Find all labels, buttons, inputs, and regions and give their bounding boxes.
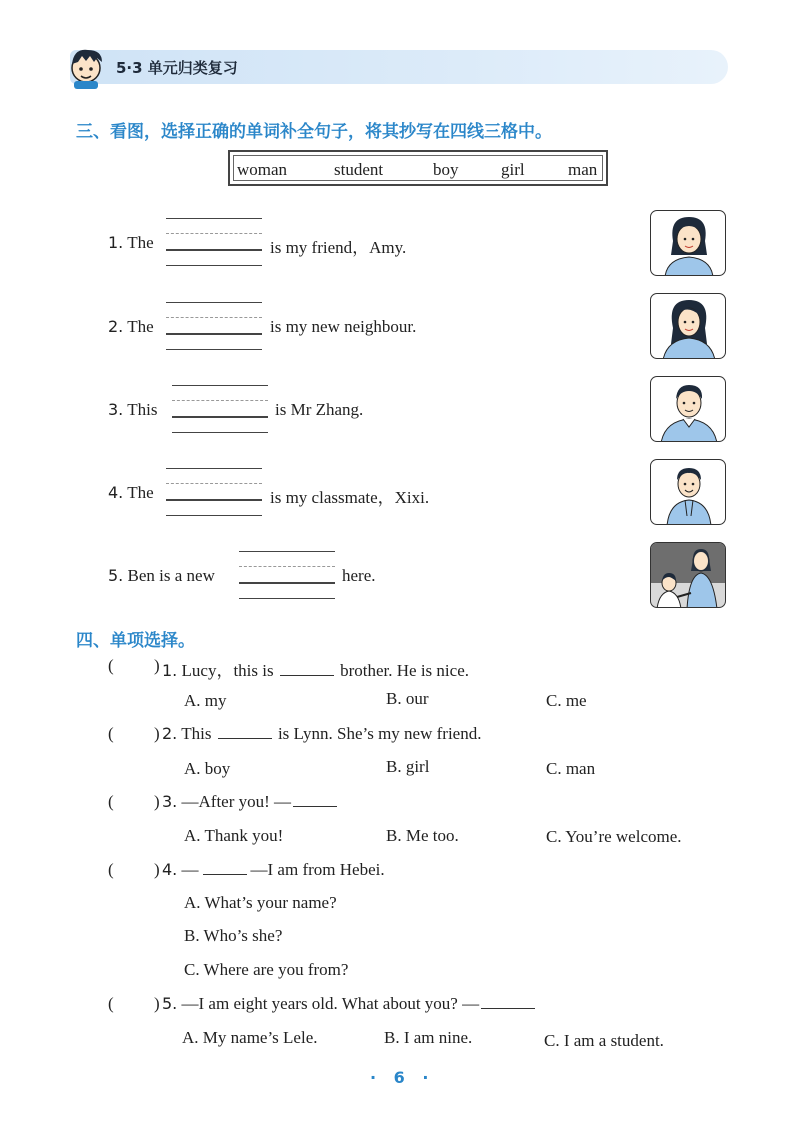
four-line-writing-grid[interactable] bbox=[172, 385, 268, 433]
answer-blank[interactable] bbox=[116, 792, 152, 814]
mc-q5-option-b[interactable]: B. I am nine. bbox=[384, 1028, 473, 1047]
word-bank-item: boy bbox=[433, 160, 459, 179]
teacher-student-icon bbox=[650, 542, 726, 608]
mc-q1-option-b[interactable]: B. our bbox=[386, 689, 429, 708]
mc-q3-option-b[interactable]: B. Me too. bbox=[386, 826, 459, 845]
word-bank-item: student bbox=[334, 160, 384, 179]
blank-line[interactable] bbox=[280, 675, 334, 676]
answer-paren-close: ) bbox=[154, 792, 160, 811]
answer-paren-open: ( bbox=[108, 860, 114, 879]
four-line-writing-grid[interactable] bbox=[166, 468, 262, 516]
q1-stem: 1. The bbox=[108, 233, 154, 252]
mc-q4-stem: 4. — —I am from Hebei. bbox=[162, 860, 385, 879]
blank-line[interactable] bbox=[203, 874, 247, 875]
mc-q1-option-c[interactable]: C. me bbox=[546, 691, 587, 710]
mc-q3-option-a[interactable]: A. Thank you! bbox=[184, 826, 284, 845]
q3-after: is Mr Zhang. bbox=[275, 400, 364, 419]
mc-q5-option-a[interactable]: A. My name’s Lele. bbox=[182, 1028, 318, 1047]
q4-after: is my classmate，Xixi. bbox=[270, 488, 430, 507]
girl-portrait-icon bbox=[650, 210, 726, 276]
answer-paren-open: ( bbox=[108, 656, 114, 675]
blank-line[interactable] bbox=[218, 738, 272, 739]
blank-line[interactable] bbox=[481, 1008, 535, 1009]
q2-stem: 2. The bbox=[108, 317, 154, 336]
mc-q2-option-b[interactable]: B. girl bbox=[386, 757, 430, 776]
blank-line[interactable] bbox=[293, 806, 337, 807]
answer-paren-close: ) bbox=[154, 860, 160, 879]
page-number: · 6 · bbox=[370, 1068, 435, 1087]
mc-q4-option-c[interactable]: C. Where are you from? bbox=[184, 960, 349, 979]
answer-blank[interactable] bbox=[116, 724, 152, 746]
mc-q4-option-b[interactable]: B. Who’s she? bbox=[184, 926, 283, 945]
answer-blank[interactable] bbox=[116, 860, 152, 882]
answer-blank[interactable] bbox=[116, 994, 152, 1016]
header-title: 5·3 单元归类复习 bbox=[116, 59, 238, 77]
q4-stem: 4. The bbox=[108, 483, 154, 502]
mc-q4-option-a[interactable]: A. What’s your name? bbox=[184, 893, 337, 912]
woman-portrait-icon bbox=[650, 293, 726, 359]
word-bank-item: woman bbox=[237, 160, 288, 179]
section4-title: 四、单项选择。 bbox=[76, 631, 195, 651]
q2-after: is my new neighbour. bbox=[270, 317, 417, 336]
word-bank-item: man bbox=[568, 160, 598, 179]
word-bank-item: girl bbox=[501, 160, 525, 179]
answer-paren-open: ( bbox=[108, 994, 114, 1013]
mc-q3-option-c[interactable]: C. You’re welcome. bbox=[546, 827, 682, 846]
mc-q2-option-c[interactable]: C. man bbox=[546, 759, 596, 778]
section3-title: 三、看图，选择正确的单词补全句子，将其抄写在四线三格中。 bbox=[76, 122, 552, 142]
mc-q1-option-a[interactable]: A. my bbox=[184, 691, 227, 710]
answer-paren-open: ( bbox=[108, 792, 114, 811]
answer-paren-close: ) bbox=[154, 656, 160, 675]
answer-paren-close: ) bbox=[154, 724, 160, 743]
man-portrait-icon bbox=[650, 376, 726, 442]
four-line-writing-grid[interactable] bbox=[166, 218, 262, 266]
mc-q5-stem: 5. —I am eight years old. What about you? — bbox=[162, 994, 537, 1014]
four-line-writing-grid[interactable] bbox=[166, 302, 262, 350]
boy-portrait-icon bbox=[650, 459, 726, 525]
answer-paren-open: ( bbox=[108, 724, 114, 743]
q5-stem: 5. Ben is a new bbox=[108, 566, 215, 585]
mc-q3-stem: 3. —After you! — bbox=[162, 792, 339, 812]
mc-q2-option-a[interactable]: A. boy bbox=[184, 759, 231, 778]
four-line-writing-grid[interactable] bbox=[239, 551, 335, 599]
mc-q1-stem: 1. Lucy，this is brother. He is nice. bbox=[162, 661, 469, 680]
q5-after: here. bbox=[342, 566, 376, 585]
q3-stem: 3. This bbox=[108, 400, 158, 419]
mc-q2-stem: 2. This is Lynn. She’s my new friend. bbox=[162, 724, 482, 743]
mc-q5-option-c[interactable]: C. I am a student. bbox=[544, 1031, 664, 1050]
q1-after: is my friend，Amy. bbox=[270, 238, 407, 257]
answer-blank[interactable] bbox=[116, 656, 152, 678]
mascot-icon bbox=[64, 44, 110, 90]
answer-paren-close: ) bbox=[154, 994, 160, 1013]
